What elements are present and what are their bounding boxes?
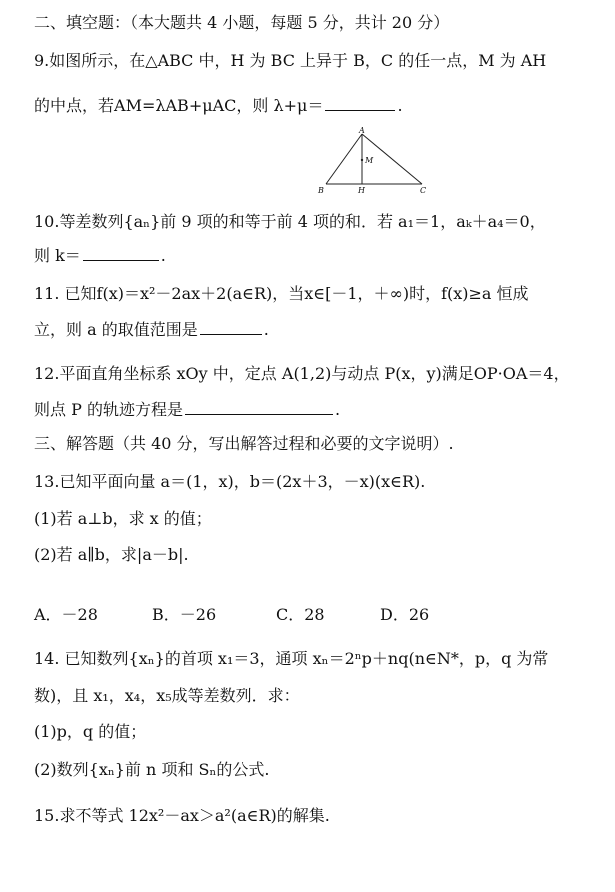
question-14-line-1: 14. 已知数列{xₙ}的首项 x₁＝3，通项 xₙ＝2ⁿp＋nq(n∈N*，p，q 为常 [34, 649, 549, 668]
question-12-end: . [334, 400, 341, 419]
question-13-part-1: (1)若 a⊥b，求 x 的值； [34, 509, 212, 528]
question-10-line-2 [34, 244, 607, 267]
question-9-vector-equation: AM=λAB+μAC [114, 96, 237, 115]
option-b: B．－26 [152, 605, 217, 624]
section-2-heading: 二、填空题：（本大题共 4 小题，每题 5 分，共计 20 分） [34, 13, 450, 32]
question-14-part-2: (2)数列{xₙ}前 n 项和 Sₙ的公式. [34, 760, 270, 779]
question-13-part-2: (2)若 a∥b，求|a－b|. [34, 545, 189, 564]
question-15-stem: 15.求不等式 12x²－ax＞a²(a∈R)的解集. [34, 806, 330, 825]
option-c: C．28 [276, 605, 325, 624]
answer-blank [83, 244, 159, 261]
question-11-line-2 [34, 318, 607, 341]
option-d: D．26 [380, 605, 430, 624]
label-b: B [318, 186, 324, 195]
option-a: A．－28 [34, 605, 98, 624]
question-9-prefix: 的中点，若 [34, 96, 115, 115]
question-9-suffix: ，则 λ+μ＝ [236, 96, 324, 115]
question-12-line-2 [34, 398, 607, 421]
label-h: H [358, 186, 365, 195]
question-11-end: . [263, 320, 269, 339]
question-14-line-2: 数)，且 x₁，x₄，x₅成等差数列．求： [34, 686, 300, 705]
question-10-line-1: 10.等差数列{aₙ}前 9 项的和等于前 4 项的和．若 a₁＝1，aₖ＋a₄＝0， [34, 212, 546, 231]
question-13-stem: 13.已知平面向量 a＝(1，x)，b＝(2x＋3，－x)(x∈R). [34, 472, 426, 491]
answer-blank [325, 94, 395, 111]
question-12-line-1: 12.平面直角坐标系 xOy 中，定点 A(1,2)与动点 P(x，y)满足OP·OA＝4， [34, 364, 570, 383]
question-11-prefix: 立，则 a 的取值范围是 [34, 320, 198, 339]
question-9-line-1: 9.如图所示，在△ABC 中，H 为 BC 上异于 B，C 的任一点，M 为 AH [34, 51, 547, 70]
question-10-end: . [160, 246, 166, 265]
answer-blank [185, 398, 333, 415]
question-9-line-2 [34, 94, 607, 117]
section-3-heading: 三、解答题（共 40 分，写出解答过程和必要的文字说明）. [34, 434, 454, 453]
label-c: C [420, 186, 427, 195]
question-9-end: . [397, 96, 403, 115]
label-m: M [365, 156, 374, 165]
label-a: A [359, 126, 365, 135]
triangle-figure [312, 126, 438, 200]
question-11-line-1: 11. 已知f(x)＝x²－2ax＋2(a∈R)，当x∈[－1，＋∞)时，f(x)≥a 恒成 [34, 284, 529, 303]
answer-options [34, 604, 607, 626]
answer-blank [200, 318, 262, 335]
question-14-part-1: (1)p，q 的值； [34, 722, 147, 741]
question-12-prefix: 则点 P 的轨迹方程是 [34, 400, 183, 419]
question-10-prefix: 则 k＝ [34, 246, 81, 265]
